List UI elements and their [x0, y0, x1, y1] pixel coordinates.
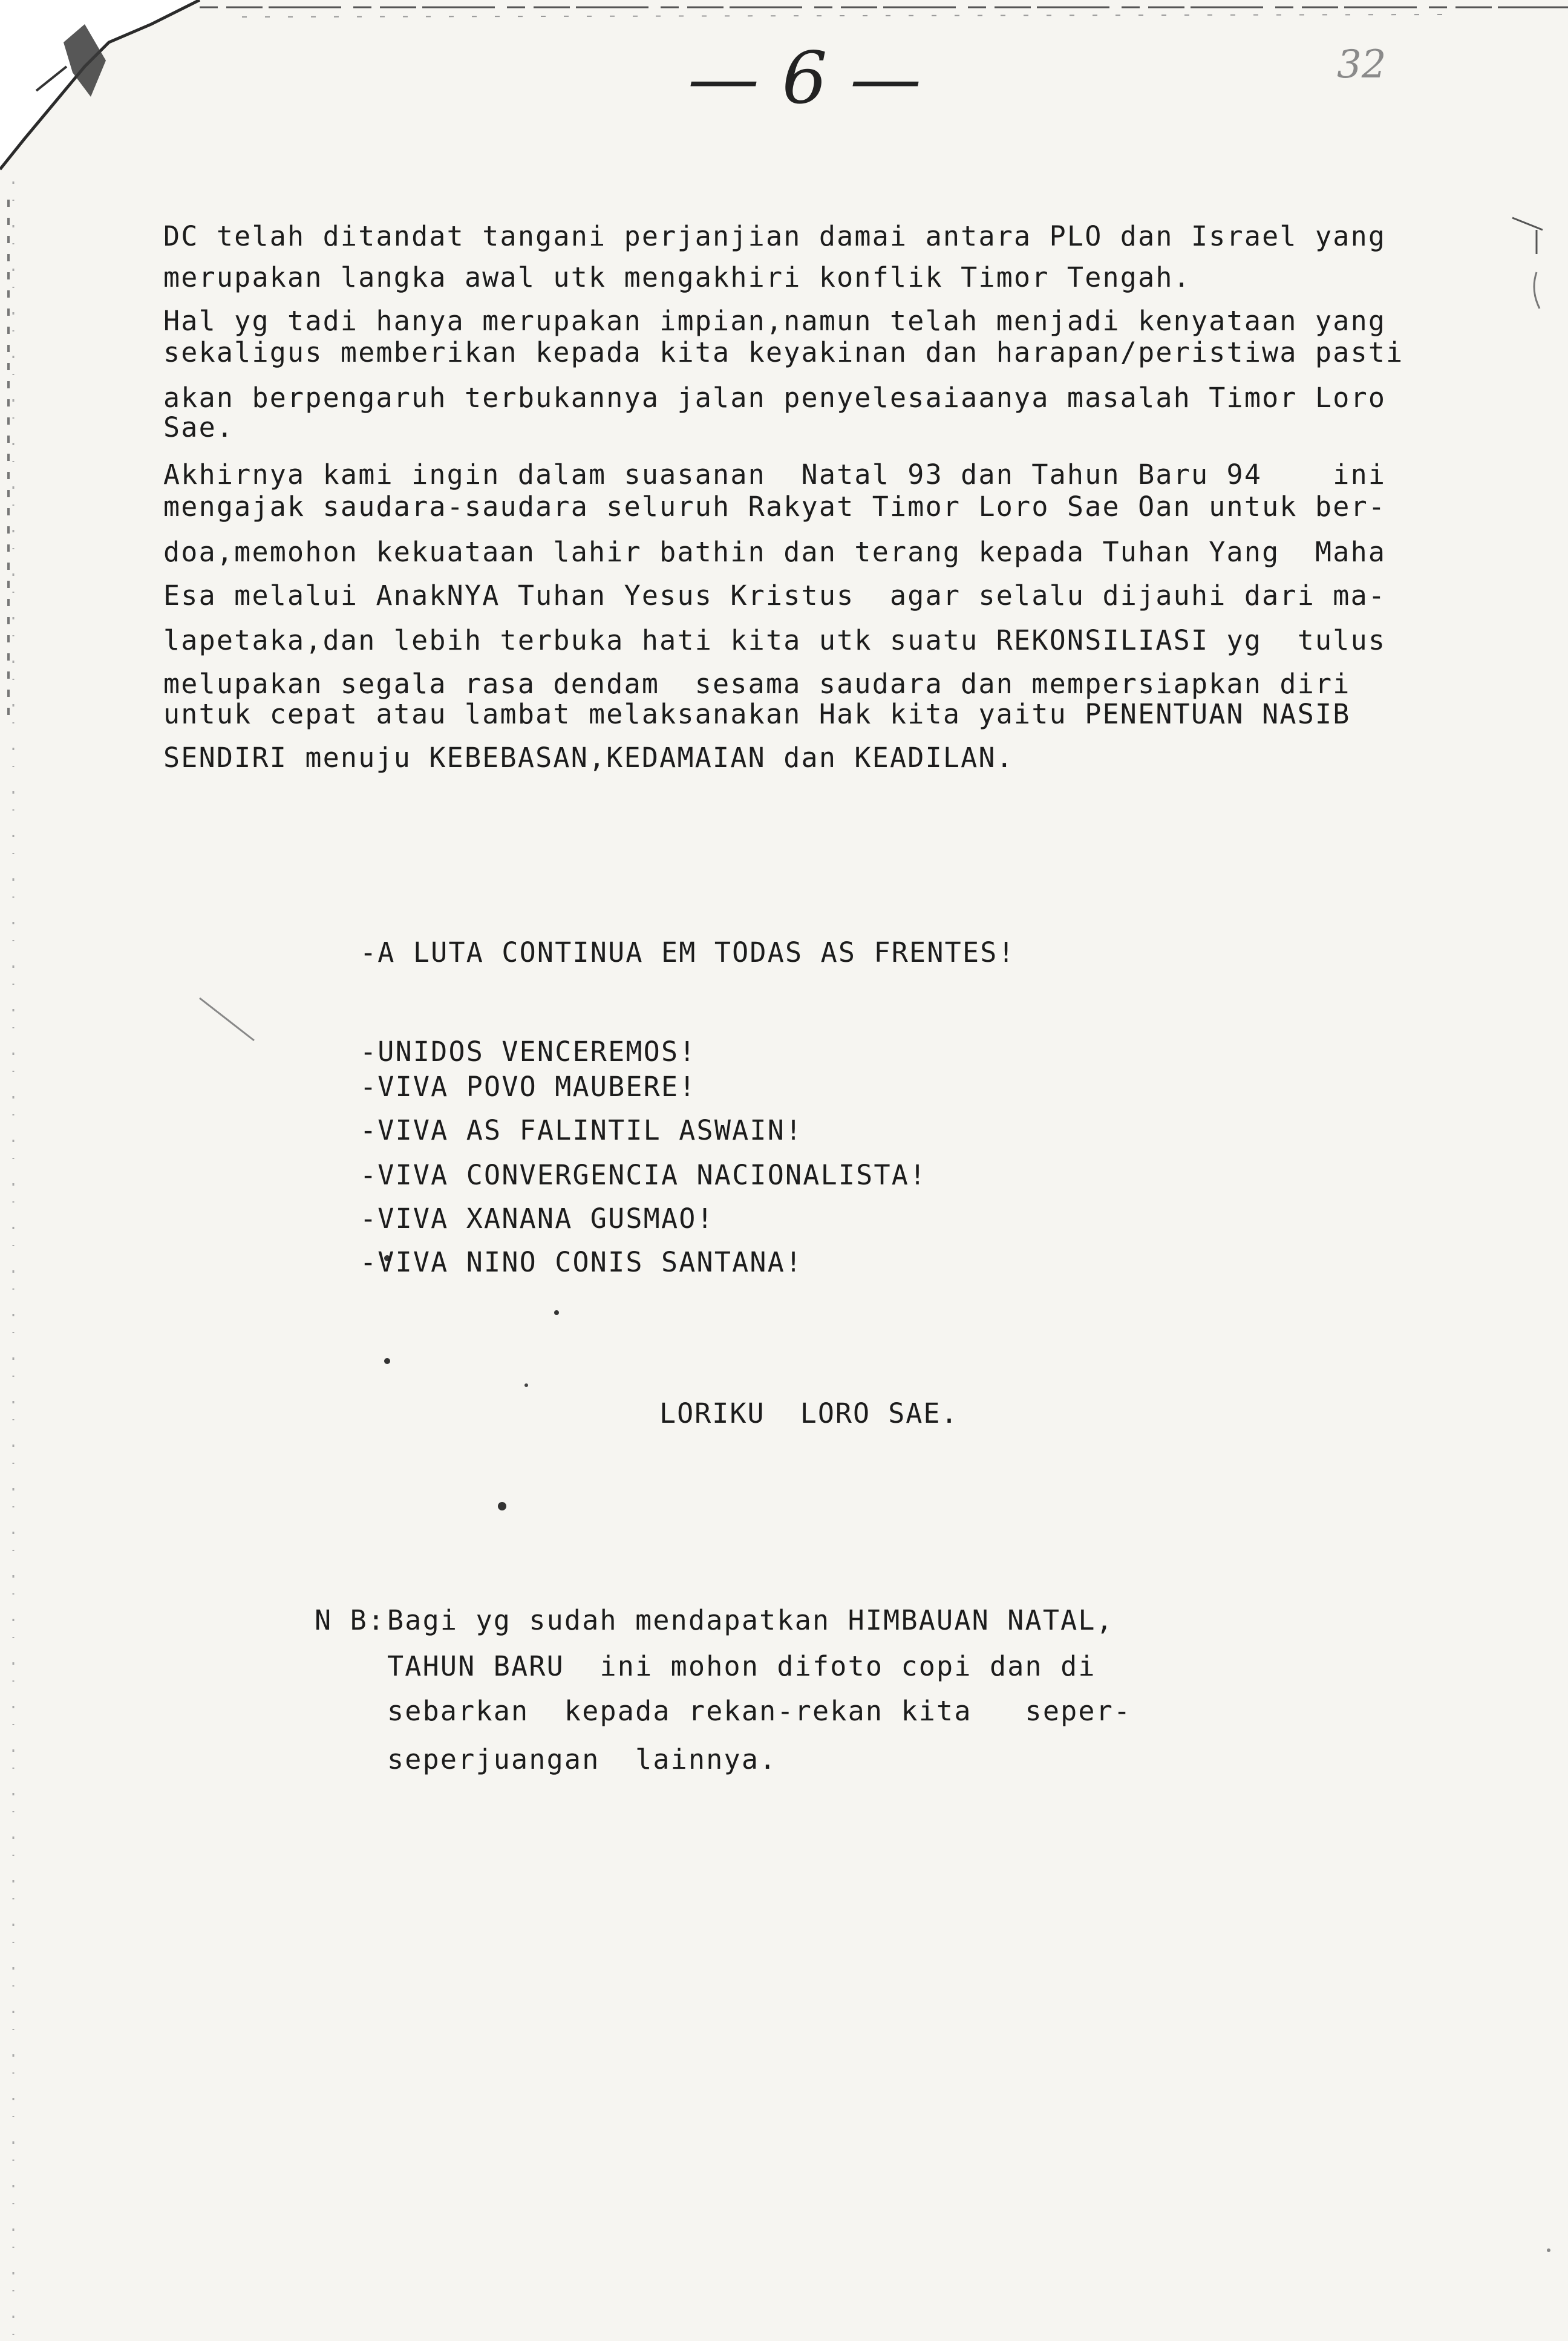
slogan: -VIVA CONVERGENCIA NACIONALISTA! — [360, 1159, 927, 1191]
note-line: sebarkan kepada rekan-rekan kita seper- — [387, 1695, 1132, 1727]
paragraph-line: doa,memohon kekuataan lahir bathin dan terang kepada Tuhan Yang Maha — [163, 536, 1387, 568]
paragraph-line: SENDIRI menuju KEBEBASAN,KEDAMAIAN dan KEADILAN. — [163, 742, 1014, 774]
slogan: -VIVA NINO CONIS SANTANA! — [360, 1246, 803, 1278]
paragraph-line: DC telah ditandat tangani perjanjian damai antara PLO dan Israel yang — [163, 220, 1387, 252]
paragraph-line: Hal yg tadi hanya merupakan impian,namun telah menjadi kenyataan yang — [163, 305, 1387, 337]
slogan: -A LUTA CONTINUA EM TODAS AS FRENTES! — [360, 936, 1016, 968]
paragraph-line: untuk cepat atau lambat melaksanakan Hak kita yaitu PENENTUAN NASIB — [163, 698, 1351, 730]
paragraph-line: merupakan langka awal utk mengakhiri konflik Timor Tengah. — [163, 261, 1191, 293]
paragraph-line: melupakan segala rasa dendam sesama saudara dan mempersiapkan diri — [163, 668, 1351, 700]
paragraph-line: Esa melalui AnakNYA Tuhan Yesus Kristus agar selalu dijauhi dari ma- — [163, 580, 1387, 612]
slogan: -VIVA XANANA GUSMAO! — [360, 1203, 714, 1235]
note-line: seperjuangan lainnya. — [387, 1743, 777, 1775]
paragraph-line: lapetaka,dan lebih terbuka hati kita utk suatu REKONSILIASI yg tulus — [163, 624, 1387, 656]
slogan: -VIVA POVO MAUBERE! — [360, 1071, 697, 1103]
paragraph-line: sekaligus memberikan kepada kita keyakinan dan harapan/peristiwa pasti — [163, 336, 1404, 368]
signature: LORIKU LORO SAE. — [659, 1397, 959, 1429]
corner-mark: 32 — [1337, 42, 1387, 87]
slogan: -VIVA AS FALINTIL ASWAIN! — [360, 1114, 803, 1146]
paragraph-line: mengajak saudara-saudara seluruh Rakyat Timor Loro Sae Oan untuk ber- — [163, 491, 1387, 523]
note-label: N B: — [315, 1604, 386, 1636]
page-number: — 6 — — [687, 36, 922, 120]
note-line: TAHUN BARU ini mohon difoto copi dan di — [387, 1650, 1096, 1682]
paragraph-line: Akhirnya kami ingin dalam suasanan Natal 93 dan Tahun Baru 94 ini — [163, 459, 1387, 491]
note-line: Bagi yg sudah mendapatkan HIMBAUAN NATAL, — [387, 1604, 1114, 1636]
paragraph-line: Sae. — [163, 411, 235, 443]
slogan: -UNIDOS VENCEREMOS! — [360, 1036, 697, 1068]
paragraph-line: akan berpengaruh terbukannya jalan penyelesaiaanya masalah Timor Loro — [163, 382, 1387, 414]
